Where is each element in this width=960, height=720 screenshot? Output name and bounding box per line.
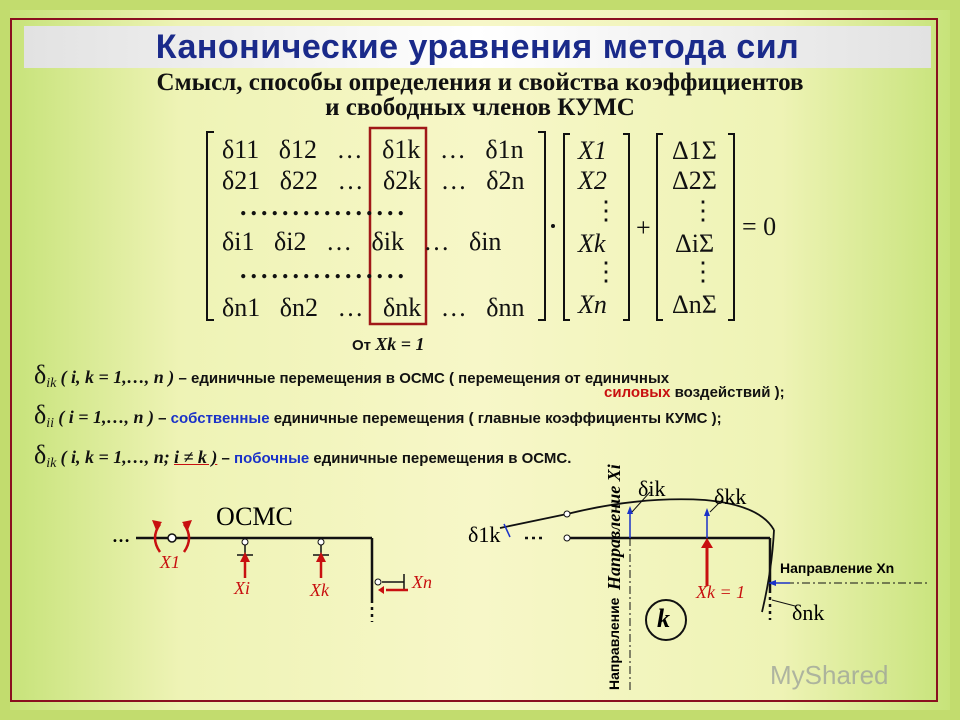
def3-text: единичные перемещения в ОСМС. [313,450,572,467]
state-label-k: k [657,604,670,633]
def1-paren: ( перемещения от единичных [449,370,670,387]
vector-delta-vdots: ⋮ [690,196,716,225]
delta-nk: δnk [383,293,422,322]
delta-1n: δ1n [485,135,524,164]
vector-delta-vdots-2: ⋮ [690,257,716,286]
def1-text: единичные перемещения в ОСМС [191,370,445,387]
def2-paren: ( главные коэффициенты КУМС ); [468,410,722,427]
ellipsis: … [440,293,467,322]
delta-nn: δnn [486,293,525,322]
ellipsis: … [337,293,364,322]
delta-2k: δ2k [383,166,422,195]
delta-n1: δn1 [222,293,261,322]
delta-i2: δi2 [273,227,307,256]
label-direction-vertical: Направление [606,597,622,690]
delta-in: δin [468,227,502,256]
delta-22: δ22 [279,166,319,195]
label-xk: Xk [310,580,329,600]
caption-var: Xk = 1 [375,334,425,354]
label-x1: X1 [160,552,180,572]
delta-21: δ21 [222,166,261,195]
def2-text: единичные перемещения [273,410,465,427]
delta-11: δ11 [222,135,260,164]
def1-sub: ik [46,376,57,391]
label-xk-equals-1: Xk = 1 [696,582,746,602]
vector-delta-1: Δ1Σ [672,136,717,165]
watermark-logo: MyShared [770,660,889,690]
matrix-dots-row-2: ................ [240,255,408,284]
label-delta-nk: δnk [792,600,825,625]
subtitle-line-2: и свободных членов КУМС [325,94,635,121]
delta-12: δ12 [278,135,318,164]
def3-delta: δ [34,440,47,469]
def1-dash: – [178,370,187,387]
def2-blue: собственные [170,410,270,427]
label-xi: Xi [234,578,250,598]
osms-label: ОСМС [216,502,293,531]
label-delta-kk: δkk [714,484,747,509]
label-xn: Xn [412,572,432,592]
def3-cond: i ≠ k ) [173,447,218,467]
label-delta-1k: δ1k [468,522,501,547]
def2-range: ( i = 1,…, n ) [58,407,154,427]
equals-zero: = 0 [742,212,777,241]
svg-text:+: + [636,213,651,242]
ellipsis: … [336,135,363,164]
vector-x1: X1 [578,136,607,165]
vector-xk: Xk [578,229,606,258]
slide-title: Канонические уравнения метода сил [155,28,800,66]
matrix-dots-row-1: ................ [240,192,408,221]
label-direction-xn: Направление Xn [780,560,895,576]
def1-range: ( i, k = 1,…, n ) [60,367,175,387]
ellipsis: … [423,227,450,256]
ellipsis: … [325,227,352,256]
vector-x-vdots-2: ⋮ [593,257,619,286]
delta-ik: δik [371,227,404,256]
delta-2n: δ2n [486,166,525,195]
vector-delta-n: ΔnΣ [672,290,717,319]
vector-delta-2: Δ2Σ [672,166,717,195]
ellipsis: … [440,166,467,195]
def1-delta: δ [34,360,47,389]
label-delta-ik: δik [638,476,666,501]
subtitle-line-1: Смысл, способы определения и свойства коэффициентов [156,69,804,96]
def1-red: силовых [604,384,671,401]
def2-delta: δ [34,400,47,429]
vector-delta-i: ΔiΣ [675,229,715,258]
label-direction-xi: Направление Xi [604,464,624,590]
def3-dash: – [221,450,230,467]
ellipsis: … [439,135,466,164]
vector-xn: Xn [578,290,607,319]
def3-sub: ik [46,456,57,471]
def2-sub: ii [46,416,55,431]
caption-prefix: От [352,337,372,354]
osms-ellipsis: … [112,526,130,546]
def1-tail: воздействий ); [674,384,785,401]
vector-x-vdots: ⋮ [593,196,619,225]
def2-dash: – [158,410,167,427]
vector-x2: X2 [578,166,607,195]
def3-blue: побочные [234,450,310,467]
delta-n2: δn2 [279,293,319,322]
delta-1k: δ1k [382,135,421,164]
def3-range: ( i, k = 1,…, n; [60,447,170,467]
delta-i1: δi1 [222,227,255,256]
ellipsis: … [337,166,364,195]
